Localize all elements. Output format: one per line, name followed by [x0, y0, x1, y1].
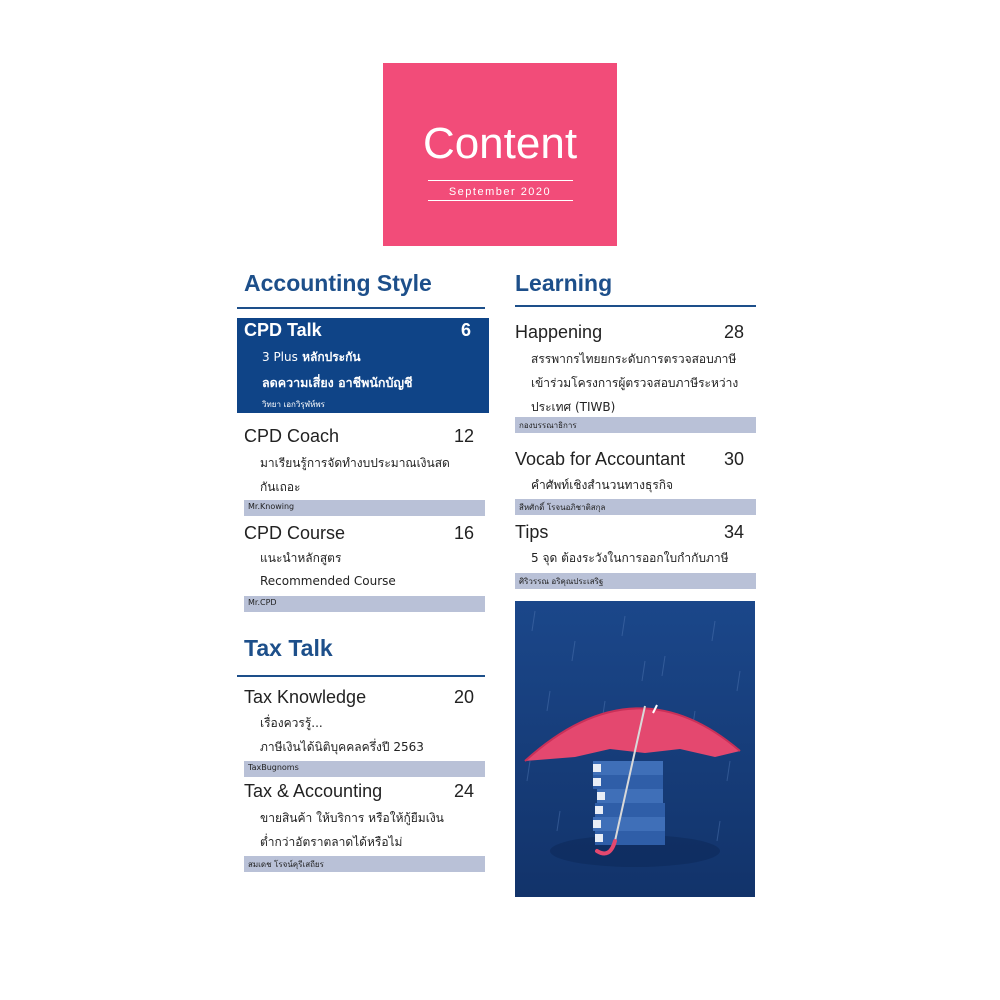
entry-page: 30	[723, 449, 744, 469]
featured-entry-cpd-talk[interactable]	[237, 318, 489, 413]
entry-title: Tax & Accounting	[244, 781, 383, 801]
section-title-accounting-style: Accounting Style	[244, 270, 432, 296]
entry-line: แนะนำหลักสูตร	[260, 551, 342, 565]
entry-line: ขายสินค้า ให้บริการ หรือให้กู้ยืมเงิน	[260, 811, 444, 825]
entry-author: กองบรรณาธิการ	[519, 421, 577, 430]
section-title-learning: Learning	[515, 270, 613, 296]
author-bar	[244, 500, 485, 516]
issue-date: September 2020	[448, 186, 552, 198]
entry-line: เรื่องควรรู้...	[260, 716, 323, 730]
section-title-tax-talk: Tax Talk	[244, 635, 333, 661]
header-banner	[383, 63, 617, 246]
author-bar	[244, 596, 485, 612]
entry-author: สมเดช โรจน์คุรีเสถียร	[248, 860, 324, 869]
entry-line: ลดความเสี่ยง อาชีพนักบัญชี	[262, 375, 413, 390]
divider	[428, 180, 573, 181]
entry-author: ศิริวรรณ อริคุณประเสริฐ	[519, 577, 604, 586]
entry-line: 5 จุด ต้องระวังในการออกใบกำกับภาษี	[531, 551, 729, 565]
entry-title: CPD Talk	[244, 320, 322, 340]
entry-line: ต่ำกว่าอัตราตลาดได้หรือไม่	[260, 835, 403, 849]
entry-title: Vocab for Accountant	[515, 449, 686, 469]
entry-author: สีหศักดิ์ โรจนอภิชาติสกุล	[519, 503, 606, 512]
entry-line: คำศัพท์เชิงสำนวนทางธุรกิจ	[531, 478, 674, 492]
entry-line: สรรพากรไทยยกระดับการตรวจสอบภาษี	[531, 352, 737, 366]
author-bar	[244, 761, 485, 777]
entry-title: CPD Course	[244, 523, 346, 543]
entry-line: Recommended Course	[260, 574, 396, 588]
entry-author: วิทยา เอกวิรุฬห์พร	[262, 400, 325, 409]
entry-line: กันเถอะ	[260, 480, 301, 494]
entry-line: เข้าร่วมโครงการผู้ตรวจสอบภาษีระหว่าง	[531, 376, 739, 390]
entry-title: Tips	[515, 522, 549, 542]
entry-author: Mr.CPD	[248, 598, 277, 607]
author-bar	[515, 417, 756, 433]
entry-page: 12	[453, 426, 474, 446]
entry-line: มาเรียนรู้การจัดทำงบประมาณเงินสด	[260, 456, 450, 470]
entry-title: Happening	[515, 322, 603, 342]
entry-page: 34	[723, 522, 744, 542]
entry-title: Tax Knowledge	[244, 687, 367, 707]
entry-line: 3 Plus หลักประกัน	[262, 350, 361, 364]
section-rule	[237, 307, 485, 309]
author-bar	[515, 499, 756, 515]
section-rule	[515, 305, 756, 307]
umbrella-over-binders-icon	[515, 601, 755, 897]
entry-line: ประเทศ (TIWB)	[531, 400, 616, 414]
author-bar	[244, 856, 485, 872]
page-title: Content	[422, 119, 578, 168]
entry-line: ภาษีเงินได้นิติบุคคลครึ่งปี 2563	[260, 740, 424, 754]
entry-title: CPD Coach	[244, 426, 340, 446]
entry-page: 6	[460, 320, 471, 340]
author-bar	[515, 573, 756, 589]
section-rule	[237, 675, 485, 677]
entry-author: TaxBugnoms	[248, 763, 299, 772]
entry-page: 20	[453, 687, 474, 707]
entry-author: Mr.Knowing	[248, 502, 295, 511]
divider	[428, 200, 573, 201]
entry-page: 28	[723, 322, 744, 342]
entry-page: 16	[453, 523, 474, 543]
entry-page: 24	[453, 781, 474, 801]
